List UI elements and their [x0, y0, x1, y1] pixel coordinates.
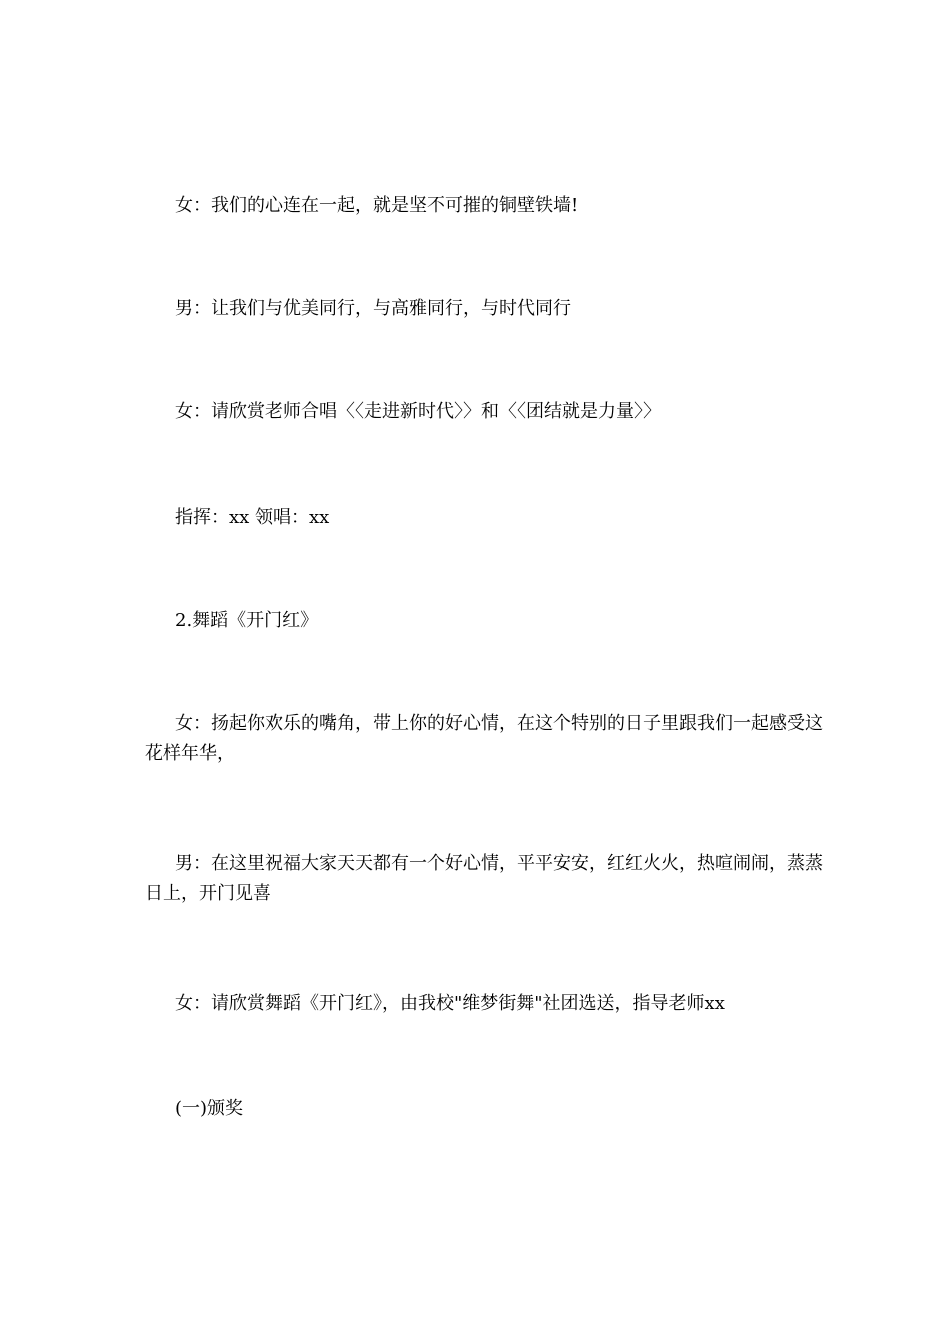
paragraph-male-line-1: 男：让我们与优美同行，与高雅同行，与时代同行 — [175, 298, 571, 319]
paragraph-female-line-4: 女：请欣赏舞蹈《开门红》，由我校"维梦街舞"社团选送，指导老师xx — [175, 993, 725, 1014]
paragraph-female-line-1: 女：我们的心连在一起，就是坚不可摧的铜壁铁墙! — [175, 195, 579, 216]
section-heading-awards: (一)颁奖 — [175, 1098, 244, 1119]
paragraph-male-line-2: 男：在这里祝福大家天天都有一个好心情，平平安安，红红火火，热喧闹闹，蒸蒸日上，开门见喜 — [145, 853, 823, 904]
section-heading-dance: 2.舞蹈《开门红》 — [175, 610, 319, 631]
paragraph-female-line-2: 女：请欣赏老师合唱〈〈走进新时代〉〉和〈〈团结就是力量〉〉 — [175, 401, 661, 422]
paragraph-female-line-3: 女：扬起你欢乐的嘴角，带上你的好心情，在这个特别的日子里跟我们一起感受这花样年华， — [145, 713, 823, 764]
paragraph-conductor-credits: 指挥：xx 领唱：xx — [175, 507, 330, 528]
